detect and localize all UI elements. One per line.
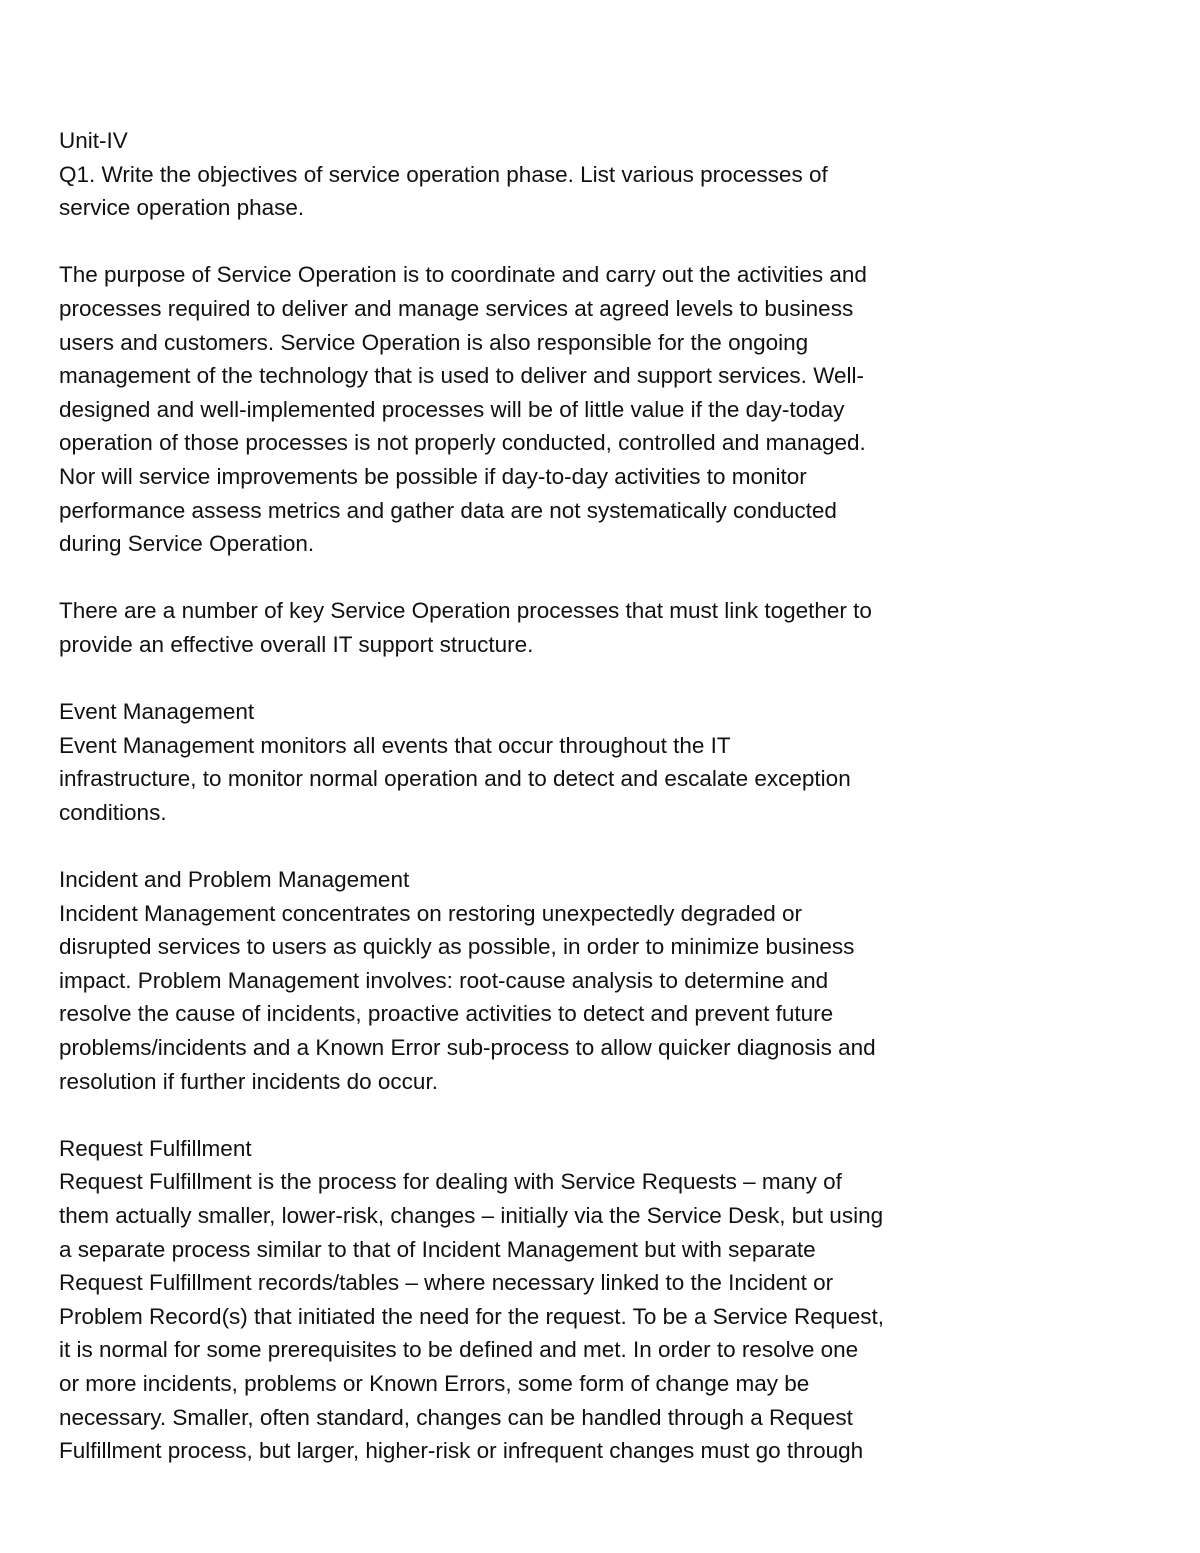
paragraph-line: conditions. — [59, 799, 167, 825]
paragraph-line: management of the technology that is used to deliver and support services. Well- — [59, 363, 865, 389]
paragraph-line: Nor will service improvements be possible if day-to-day activities to monitor — [59, 463, 807, 489]
incident-problem-management-section — [59, 863, 999, 1098]
paragraph-line: or more incidents, problems or Known Errors, some form of change may be — [59, 1370, 810, 1396]
paragraph-line: The purpose of Service Operation is to coordinate and carry out the activities and — [59, 262, 867, 288]
paragraph-spacer — [59, 225, 999, 259]
paragraph-spacer — [59, 662, 999, 696]
paragraph-line: it is normal for some prerequisites to be defined and met. In order to resolve one — [59, 1337, 859, 1363]
paragraph-spacer — [59, 561, 999, 595]
paragraph-line: users and customers. Service Operation is also responsible for the ongoing — [59, 329, 809, 355]
purpose-paragraph — [59, 258, 999, 560]
document-page — [59, 124, 999, 1468]
paragraph-line: Problem Record(s) that initiated the need for the request. To be a Service Request, — [59, 1303, 885, 1329]
question-line: Q1. Write the objectives of service operation phase. List various processes of — [59, 161, 828, 187]
paragraph-line: Event Management monitors all events that occur throughout the IT — [59, 732, 731, 758]
paragraph-line: resolution if further incidents do occur. — [59, 1068, 438, 1094]
paragraph-line: infrastructure, to monitor normal operation and to detect and escalate exception — [59, 766, 851, 792]
section-heading: Event Management — [59, 699, 255, 725]
paragraph-line: necessary. Smaller, often standard, changes can be handled through a Request — [59, 1404, 853, 1430]
paragraph-line: performance assess metrics and gather data are not systematically conducted — [59, 497, 837, 523]
paragraph-line: disrupted services to users as quickly as possible, in order to minimize business — [59, 934, 855, 960]
request-fulfillment-section — [59, 1132, 999, 1468]
paragraph-line: a separate process similar to that of Incident Management but with separate — [59, 1236, 816, 1262]
unit-heading: Unit-IV — [59, 128, 128, 153]
processes-intro-paragraph — [59, 594, 999, 661]
section-heading: Incident and Problem Management — [59, 867, 410, 893]
paragraph-line: Request Fulfillment records/tables – where necessary linked to the Incident or — [59, 1270, 834, 1296]
paragraph-line: during Service Operation. — [59, 531, 315, 557]
paragraph-line: problems/incidents and a Known Error sub-process to allow quicker diagnosis and — [59, 1035, 876, 1061]
paragraph-line: provide an effective overall IT support structure. — [59, 631, 534, 657]
paragraph-line: designed and well-implemented processes will be of little value if the day-today — [59, 396, 845, 422]
paragraph-line: resolve the cause of incidents, proactive activities to detect and prevent future — [59, 1001, 834, 1027]
paragraph-line: impact. Problem Management involves: root-cause analysis to determine and — [59, 967, 829, 993]
question-line: service operation phase. — [59, 195, 305, 221]
paragraph-line: operation of those processes is not properly conducted, controlled and managed. — [59, 430, 866, 456]
paragraph-spacer — [59, 1098, 999, 1132]
paragraph-line: Request Fulfillment is the process for dealing with Service Requests – many of — [59, 1169, 842, 1195]
event-management-section — [59, 695, 999, 829]
paragraph-line: them actually smaller, lower-risk, changes – initially via the Service Desk, but using — [59, 1203, 884, 1228]
paragraph-line: processes required to deliver and manage services at agreed levels to business — [59, 295, 854, 321]
paragraph-line: Incident Management concentrates on restoring unexpectedly degraded or — [59, 900, 802, 926]
paragraph-line: Fulfillment process, but larger, higher-risk or infrequent changes must go through — [59, 1438, 864, 1464]
paragraph-line: There are a number of key Service Operation processes that must link together to — [59, 598, 872, 624]
section-heading: Request Fulfillment — [59, 1135, 252, 1161]
question-block — [59, 158, 999, 225]
paragraph-spacer — [59, 829, 999, 863]
